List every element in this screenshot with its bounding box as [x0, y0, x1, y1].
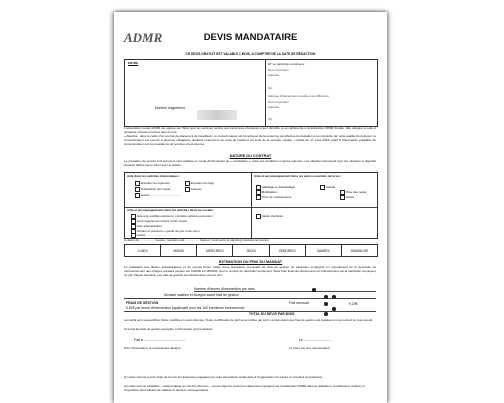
price-text: La réalisation des tâches administratives et de conseil feront l'objet d'une facturation mensuelle de frais de gestion au particulier employeur en complément de la demande de remboursement des charges sociales payées par l'ADMR à l'URSSAF pour le compte du particulier employeur. Sans frais financés directement ou indirectement par le particulier employeur ou par chèque bancaire. Les frais de gestion sont déterminés comme suit : — [124, 265, 376, 277]
social-item-other[interactable]: Autres : ........................... — [131, 233, 170, 238]
note-1: Les tarifs sont susceptibles d'être modifiés en cours d'année. Toute modification de tarif sera notifiée par écrit. La facturation des frais de gestion est réalisée le mois suivant le mois écoulé. — [124, 318, 374, 322]
day-friday[interactable]: VENDREDI — [270, 245, 306, 256]
price-heading: ESTIMATION DU PRIX DU MANDAT — [218, 260, 283, 264]
checkbox[interactable] — [135, 181, 140, 186]
day-thursday[interactable]: JEUDI — [233, 245, 269, 256]
day-tuesday[interactable]: MARDI — [161, 245, 197, 256]
checkbox[interactable] — [256, 185, 261, 190]
essential-item-toilet[interactable]: Toilette — [320, 185, 335, 190]
contract-heading: NATURE DU CONTRAT — [229, 154, 272, 158]
client-name-label: Nom et prénom — [268, 68, 289, 72]
services-box — [124, 172, 378, 239]
domestic-item-other[interactable]: Autres : ................................... — [135, 193, 181, 198]
services-divider-top — [251, 173, 252, 207]
essential-item-mobility[interactable]: Mobilisation — [256, 190, 277, 195]
essential-item-meals[interactable]: Prise des repas — [340, 190, 366, 195]
services-divider-bottom — [251, 207, 252, 238]
checkbox[interactable] — [131, 214, 136, 219]
bullet-marker — [324, 312, 328, 316]
checkbox[interactable] — [340, 190, 345, 195]
association-signature-label: Pour l'association, le représentant désigné : — [124, 346, 183, 350]
bullet-marker — [312, 288, 316, 292]
note-2: Une fois les frais de gestion acceptés, l'intervention pourra débuter. — [124, 327, 214, 331]
essential-item-medication[interactable]: Prise de médicaments — [256, 195, 291, 200]
day-sunday[interactable]: DIMANCHE — [350, 248, 369, 253]
domestic-item-laundry[interactable]: Entretien du linge — [185, 181, 214, 186]
signature-place[interactable]: Fait à .......................................... — [134, 338, 186, 342]
intervention-phone-label: Tel : — [268, 117, 274, 121]
social-item-leisure[interactable]: Accompagnement loisirs et lien social — [131, 219, 187, 224]
checkbox[interactable] — [340, 195, 345, 200]
price-row-salaries: Montant salaires et charges avant frais de gestion — [164, 293, 239, 297]
checkbox[interactable] — [135, 187, 140, 192]
management-fees-label: FRAIS DE GESTION — [126, 301, 159, 305]
parties-box — [124, 59, 378, 127]
footnote-1: (1) Cette somme a pour objet de couvrir les dépenses engagées par votre association locale liées à l'organisation du travail, le conseil à la production. — [124, 375, 324, 379]
checkbox[interactable] — [185, 187, 190, 192]
bullet-marker — [324, 302, 328, 306]
between-heading: ENTRE — [128, 61, 139, 65]
contract-text: La prestation de service à la personne sera réalisée en mode d'intervention de « mandataire », selon les conditions ci-après retenues. Les salariés intervenant pour les missions et objectifs suivants définis par le client avec le salarié : — [124, 159, 376, 167]
price-row-divider — [194, 291, 376, 292]
domestic-item-shopping[interactable]: Courses — [185, 187, 202, 192]
social-item-presence[interactable]: Soutien et présence « garde de jour et de nuit » — [131, 229, 200, 234]
association-stamp — [197, 110, 237, 120]
price-row-total: TOTAL DU DEVIS PAR MOIS — [249, 312, 295, 316]
quote-document-page — [114, 12, 387, 403]
intervention-address-label: Adresse d'intervention si celle-ci est différente — [268, 94, 329, 98]
social-item-mobility[interactable]: Aide à la mobilité extérieure, conduite véhicule personnel — [131, 214, 212, 219]
intervention-name-label: Nom et prénom — [268, 100, 289, 104]
logo-mark: ADMR — [124, 30, 163, 45]
checkbox[interactable] — [256, 195, 261, 200]
price-row-hours: Nombre d'heures d'intervention par mois — [194, 287, 255, 291]
weekly-schedule-table — [124, 244, 378, 257]
hours-line: A raison de .................. heures / semaine soit ................. heures / mois selon le planning prévisionnel suivant — [124, 238, 269, 242]
footnote-2: (2) Cette somme forfaitaire – indépendante du nombre d'heures – a pour objet de couvrir les dépenses engagées par la fédération ADMR dans la réalisation, le traitement, l'édition et l'expédition des bulletins de salaires et factures correspondants. — [124, 384, 365, 392]
document-title: DEVIS MANDATAIRE — [203, 32, 298, 43]
agreement-number-label: Numéro d'agrément — [155, 106, 185, 110]
document-subtitle: CE DEVIS GRATUIT EST VALABLE 1 MOIS, A COMPTER DE LA DATE DE RÉDACTION — [185, 52, 316, 56]
essential-heading: Aide et accompagnement dans les actes essentiels de la vie : — [254, 174, 342, 178]
intro-paragraph-2: « Attention, dans le cadre d'un contrat de placement de travailleurs, le consommateur est l'employeur de la personne qui effectue la prestation à son domicile. En cette qualité d'employeur, le consommateur est soumis à diverses obligations résultant notamment du code du travail et du code de la sécurité sociale. » Arrêté du 17 mars 2015 relatif à l'information préalable du consommateur sur les prestations de services à la personne. — [124, 134, 376, 146]
client-phone-label: Tel : — [268, 86, 274, 90]
client-heading: ET Le particulier employeur — [268, 62, 305, 66]
day-monday[interactable]: LUNDI — [125, 245, 161, 256]
checkbox[interactable] — [131, 224, 136, 229]
domestic-heading: Aide dans les activités domestiques : — [127, 174, 181, 178]
bullet-marker — [324, 295, 328, 299]
domestic-item-meals[interactable]: Préparation des repas — [135, 187, 170, 192]
checkbox[interactable] — [256, 190, 261, 195]
day-saturday[interactable]: SAMEDI — [306, 245, 342, 256]
intro-paragraph-1: L'association locale ADMR est agréée par l'État pour les services rendus aux personnes physiques à leur domicile et est adhérente à la fédération ADMR fondée. Elle délègue à celle-ci certaines missions prévues dans le titre. — [124, 126, 376, 134]
social-item-admin[interactable]: Aide administrative — [131, 224, 162, 229]
price-row-hourly: 0.82€ par heure d'intervention (applicable pour les 100 premières heures/mois) — [126, 306, 245, 310]
intervention-address-2-label: Adresse — [268, 105, 280, 109]
checkbox[interactable] — [135, 193, 140, 198]
childcare-item[interactable]: Garde d'enfants — [256, 214, 283, 219]
essential-item-other[interactable]: Autres — [340, 195, 354, 200]
client-signature-label: Le client (ou son représentant) — [289, 346, 330, 350]
price-row-fixed-value: 9.20€ — [349, 302, 358, 306]
client-address-label: Adresse — [268, 73, 280, 77]
essential-item-dressing[interactable]: Habillage et déshabillage — [256, 185, 295, 190]
checkbox[interactable] — [256, 214, 261, 219]
checkbox[interactable] — [131, 233, 136, 238]
bullet-marker — [332, 295, 336, 299]
day-wednesday[interactable]: MERCREDI — [197, 245, 233, 256]
price-row-fixed: Fixe mensuel — [289, 301, 310, 305]
social-heading: Aide et accompagnement dans les activités de la vie sociale : — [127, 208, 215, 212]
checkbox[interactable] — [320, 185, 325, 190]
checkbox[interactable] — [185, 181, 190, 186]
checkbox[interactable] — [131, 219, 136, 224]
signature-date[interactable]: Le ........................... — [299, 338, 331, 342]
price-row-divider — [124, 298, 376, 299]
parties-divider — [265, 60, 266, 126]
domestic-item-cleaning[interactable]: Entretien du logement — [135, 181, 170, 186]
bullet-marker — [332, 307, 336, 311]
